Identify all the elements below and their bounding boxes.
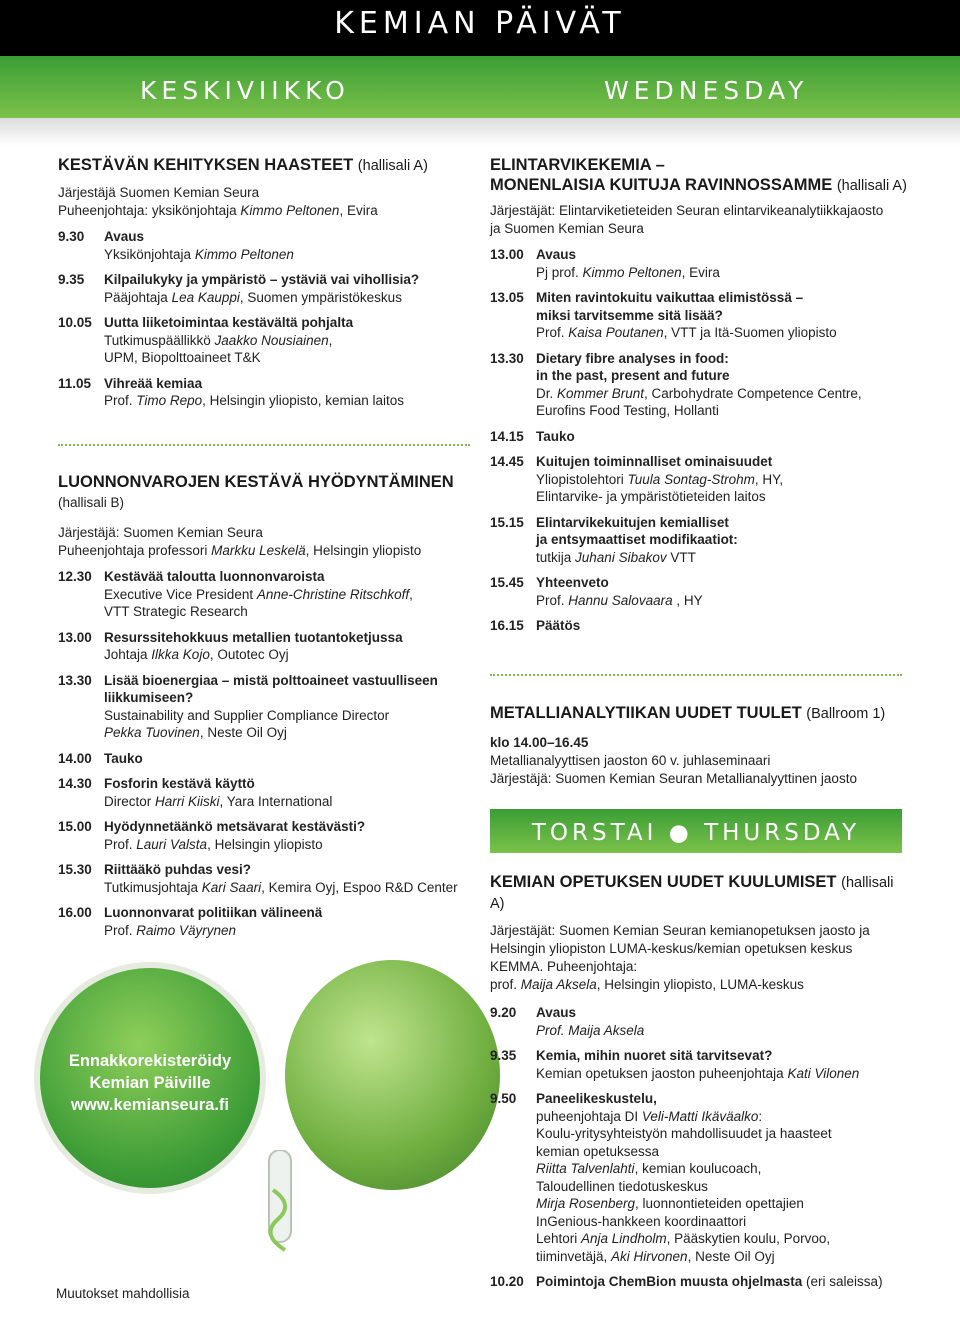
session-title: LUONNONVAROJEN KESTÄVÄ HYÖDYNTÄMINEN <box>58 473 454 491</box>
program-item: 9.30 Avaus Yksikönjohtaja Kimmo Peltonen <box>58 229 294 262</box>
chair: Puheenjohtaja professori Markku Leskelä, Helsingin yliopisto <box>58 543 422 558</box>
program-item: 13.05 Miten ravintokuitu vaikuttaa elimistössä – miksi tarvitsemme sitä lisää? Prof. Kaisa Poutanen, VTT ja Itä-Suomen yliopisto <box>490 290 837 340</box>
promo-link[interactable]: www.kemianseura.fi <box>70 1096 230 1114</box>
left-session-1 <box>58 155 478 410</box>
program-item: 16.00 Luonnonvarat politiikan välineenä Prof. Raimo Väyrynen <box>58 905 323 938</box>
thursday-banner: TORSTAI ● THURSDAY <box>490 809 902 853</box>
promo-circle[interactable] <box>40 968 260 1188</box>
chair: Puheenjohtaja: yksikönjohtaja Kimmo Peltonen, Evira <box>58 203 378 218</box>
program-item: 10.20 Poimintoja ChemBion muusta ohjelmasta (eri saleissa) <box>490 1274 883 1289</box>
program-item: 14.45 Kuitujen toiminnalliset ominaisuudet Yliopistolehtori Tuula Sontag-Strohm, HY, Elintarvike- ja ympäristötieteiden laitos <box>490 454 784 504</box>
session-title: ELINTARVIKEKEMIA – <box>490 156 665 174</box>
organizer: Järjestäjä Suomen Kemian Seura <box>58 185 260 200</box>
right-session-2: METALLIANALYTIIKAN UUDET TUULET (Ballroom 1) klo 14.00–16.45 Metallianalyyttisen jaoston 60 v. juhlaseminaari Järjestäjä: Suomen Kemian Seuran Metallianalyyttinen jaosto <box>490 704 886 786</box>
program-item: 14.00 Tauko <box>58 750 143 766</box>
divider <box>490 674 902 676</box>
session-title: KESTÄVÄN KEHITYKSEN HAASTEET (hallisali A) <box>58 156 428 174</box>
session-room: (hallisali B) <box>58 495 125 510</box>
program-item: 12.30 Kestävää taloutta luonnonvaroista Executive Vice President Anne-Christine Ritschkoff, VTT Strategic Research <box>58 569 413 619</box>
divider <box>58 444 470 446</box>
program-item: 10.05 Uutta liiketoimintaa kestävältä pohjalta Tutkimuspäällikkö Jaakko Nousiainen, UPM, Biopolttoaineet T&K <box>58 315 354 365</box>
program-item: 13.30 Dietary fibre analyses in food: in the past, present and future Dr. Kommer Brunt, Carbohydrate Competence Centre, Eurofins Food Testing, Hollanti <box>490 350 862 418</box>
footer-note: Muutokset mahdollisia <box>56 1286 190 1301</box>
promo-line: Kemian Päiville <box>89 1074 211 1092</box>
right-session-1: ELINTARVIKEKEMIA – MONENLAISIA KUITUJA RAVINNOSSAMME (hallisali A) Järjestäjät: Elintarviketieteiden Seuran elintarvikeanalytiikkajaosto ja Suomen Kemian Seura 13.00 Avaus Pj prof. Kimmo Peltonen, Evira 13.05 Miten ravintokuitu vaikuttaa elimistössä – miksi tarvitsemme sitä lisää? Prof. Kaisa Poutanen, VTT ja Itä-Suomen yliopisto 13.30 Dietary fibre analyses in food: in the past, present and future Dr. Kommer Brunt, Carbohydrate Competence Centre, Eurofins Food Testing, Hollanti 14.15 Tauko 14.45 Kuitujen toiminnalliset ominaisuudet Yliopistolehtori Tuula Sontag-Strohm, HY, Elintarvike- ja ympäristötieteiden laitos 15.15 Elintarvikekuitujen kemialliset ja entsymaattiset modifikaatiot: tutkija Juhani Sibakov VTT 15.45 Yhteenveto Prof. Hannu Salovaara , HY 16.15 Päätös <box>490 155 910 635</box>
program-item: 13.30 Lisää bioenergiaa – mistä polttoaineet vastuulliseen liikkumiseen? Sustainability and Supplier Compliance Director Pekka Tuovinen, Neste Oil Oyj <box>58 672 438 740</box>
day-band <box>0 56 960 118</box>
program-item: 13.00 Avaus Pj prof. Kimmo Peltonen, Evira <box>490 247 720 280</box>
program-item: 11.05 Vihreää kemiaa Prof. Timo Repo, Helsingin yliopisto, kemian laitos <box>58 375 405 408</box>
left-session-2 <box>58 472 478 939</box>
page-title: KEMIAN PÄIVÄT <box>334 6 626 41</box>
program-item: 9.35 Kilpailukyky ja ympäristö – ystäviä vai vihollisia? Pääjohtaja Lea Kauppi, Suomen ympäristökeskus <box>58 272 420 305</box>
shade-band <box>0 118 960 146</box>
right-session-3: KEMIAN OPETUKSEN UUDET KUULUMISET (hallisali A) Järjestäjät: Suomen Kemian Seuran kemianopetuksen jaosto ja Helsingin yliopiston LUMA-keskus/kemian opetuksen keskus KEMMA. Puheenjohtaja: prof. Maija Aksela, Helsingin yliopisto, LUMA-keskus 9.20 Avaus Prof. Maija Aksela 9.35 Kemia, mihin nuoret sitä tarvitsevat? Kemian opetuksen jaoston puheenjohtaja Kati Vilonen 9.50 Paneelikeskustelu, puheenjohtaja DI Veli-Matti Ikäväalko: Koulu-yritysyhteistyön mahdollisuudet ja haasteet kemian opetuksessa Riitta Talvenlahti, kemian koulucoach, Taloudellinen tiedotuskeskus Mirja Rosenberg, luonnontieteiden opettajien InGenious-hankkeen koordinaattori Lehtori Anja Lindholm, Pääskytien koulu, Porvoo, tiiminvetäjä, Aki Hirvonen, Neste Oil Oyj 10.20 Poimintoja ChemBion muusta ohjelmasta (eri saleissa) <box>490 872 910 1291</box>
organizer: Järjestäjä: Suomen Kemian Seura <box>58 525 263 540</box>
day-finnish: KESKIVIIKKO <box>140 76 350 105</box>
program-item: 14.30 Fosforin kestävä käyttö Director Harri Kiiski, Yara International <box>58 776 333 809</box>
program-item: 15.30 Riittääkö puhdas vesi? Tutkimusjohtaja Kari Saari, Kemira Oyj, Espoo R&D Center <box>58 862 458 895</box>
top-header-bar <box>0 0 960 56</box>
program-item: 15.00 Hyödynnetäänkö metsävarat kestävästi? Prof. Lauri Valsta, Helsingin yliopisto <box>58 819 366 852</box>
program-item: 13.00 Resurssitehokkuus metallien tuotantoketjussa Johtaja Ilkka Kojo, Outotec Oyj <box>58 629 403 662</box>
program-item: 9.20 Avaus Prof. Maija Aksela <box>490 1005 645 1038</box>
program-item: 15.15 Elintarvikekuitujen kemialliset ja entsymaattiset modifikaatiot: tutkija Juhani Sibakov VTT <box>490 514 738 565</box>
organizer: Järjestäjät: Elintarviketieteiden Seuran elintarvikeanalytiikkajaosto <box>490 203 884 218</box>
program-item: 16.15 Päätös <box>490 618 581 633</box>
program-item: 14.15 Tauko <box>490 428 575 444</box>
program-item: 9.35 Kemia, mihin nuoret sitä tarvitsevat? Kemian opetuksen jaoston puheenjohtaja Kati Vilonen <box>490 1048 860 1081</box>
day-english: WEDNESDAY <box>604 76 809 105</box>
program-item: 15.45 Yhteenveto Prof. Hannu Salovaara , HY <box>490 575 703 608</box>
test-tube-icon <box>255 1150 325 1260</box>
program-item: 9.50 Paneelikeskustelu, puheenjohtaja DI Veli-Matti Ikäväalko: Koulu-yritysyhteistyön mahdollisuudet ja haasteet kemian opetuksessa Riitta Talvenlahti, kemian koulucoach, Taloudellinen tiedotuskeskus Mirja Rosenberg, luonnontieteiden opettajien InGenious-hankkeen koordinaattori Lehtori Anja Lindholm, Pääskytien koulu, Porvoo, tiiminvetäjä, Aki Hirvonen, Neste Oil Oyj <box>490 1091 832 1264</box>
promo-line: Ennakkorekisteröidy <box>68 1052 232 1070</box>
